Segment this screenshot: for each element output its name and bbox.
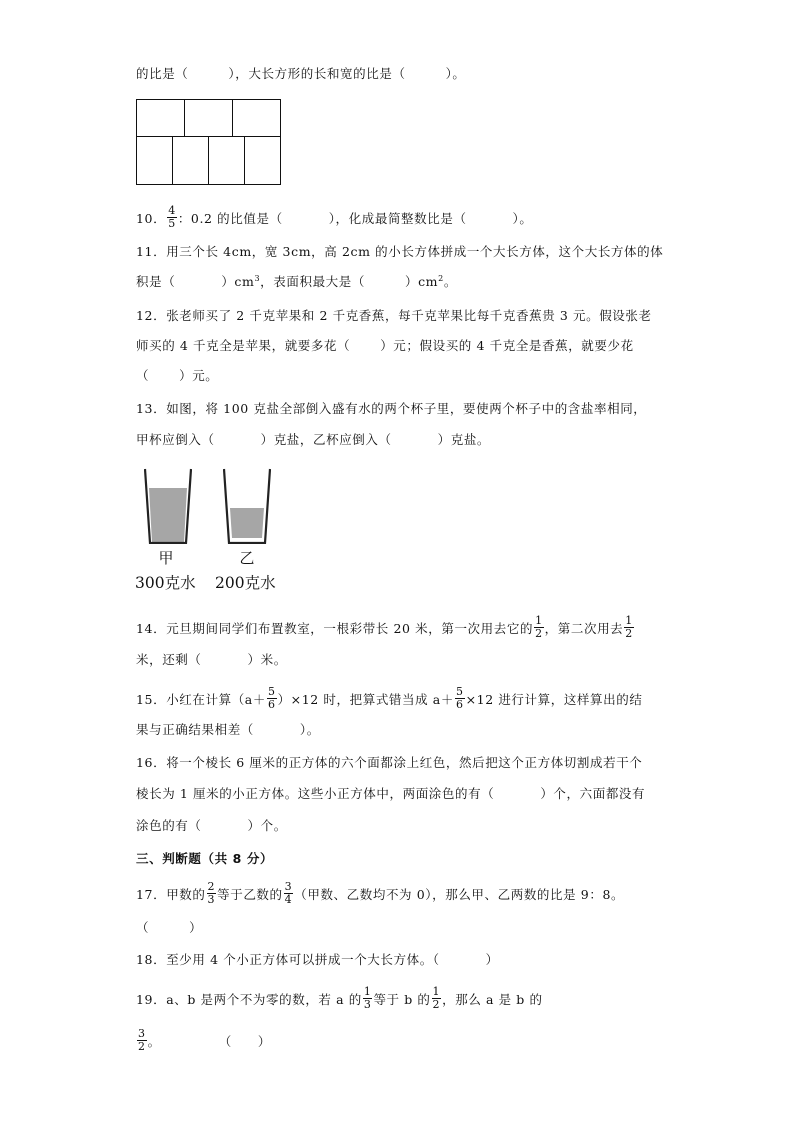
numerator: 1 <box>535 614 543 627</box>
cup-caption-yi: 200克水 <box>215 574 276 592</box>
fraction <box>284 881 294 906</box>
q15-text: ）×12 时，把算式错当成 a＋ <box>277 692 454 707</box>
denominator: 2 <box>432 998 441 1011</box>
q14-text: ，第二次用去 <box>544 621 624 636</box>
q9-tail <box>136 66 466 82</box>
denominator: 5 <box>168 217 176 230</box>
denominator: 3 <box>207 893 216 906</box>
grid-divider <box>184 100 185 136</box>
q10-text-c: ）。 <box>512 211 533 226</box>
q19-text: （ <box>218 1034 232 1049</box>
q12-text: ）元；假设买的 4 千克全是香蕉，就要少花 <box>380 338 634 353</box>
q13-text: ）克盐，乙杯应倒入（ <box>260 432 392 447</box>
q17-text: ） <box>189 920 203 935</box>
denominator: 2 <box>138 1040 146 1053</box>
numerator: 2 <box>207 880 216 893</box>
q17-text: （ <box>136 920 150 935</box>
numerator: 3 <box>138 1027 146 1040</box>
q19-text: 。 <box>147 1034 161 1049</box>
question-16-line-3 <box>136 818 287 834</box>
question-16-line-2 <box>136 786 645 802</box>
question-17-line-1 <box>136 880 625 908</box>
q15-text: 果与正确结果相差（ <box>136 722 254 737</box>
numerator: 5 <box>267 685 276 698</box>
q12-text: 师买的 4 千克全是苹果，就要多花（ <box>136 338 351 353</box>
water-fill <box>230 508 264 538</box>
question-12-line-1: 12．张老师买了 2 千克苹果和 2 千克香蕉，每千克苹果比每千克香蕉贵 3 元。假设张老 <box>136 308 652 323</box>
q18-text: 18．至少用 4 个小正方体可以拼成一个大长方体。（ <box>136 952 440 967</box>
cup-yi <box>223 468 271 544</box>
denominator: 2 <box>625 627 633 640</box>
numerator: 5 <box>455 685 464 698</box>
question-13-line-1: 13．如图，将 100 克盐全部倒入盛有水的两个杯子里，要使两个杯子中的含盐率相同， <box>136 401 647 416</box>
q18-text: ） <box>485 952 499 967</box>
q11-text: 积是（ <box>136 274 176 289</box>
q15-text: 15．小红在计算（a＋ <box>136 692 266 707</box>
section-heading-judgement: 三、判断题（共 8 分） <box>136 851 274 866</box>
rectangle-grid-figure <box>136 99 281 185</box>
q16-text: 涂色的有（ <box>136 818 202 833</box>
q15-text: ×12 进行计算，这样算出的结 <box>465 692 643 707</box>
numerator: 4 <box>168 204 176 217</box>
numerator: 1 <box>625 614 633 627</box>
question-15-line-2 <box>136 722 320 738</box>
q11-text: 。 <box>443 274 457 289</box>
q17-text: （甲数、乙数均不为 0），那么甲、乙两数的比是 9：8。 <box>294 887 625 902</box>
q11-text: ）cm <box>404 274 439 289</box>
q14-text: 14．元旦期间同学们布置教室，一根彩带长 20 米，第一次用去它的 <box>136 621 534 636</box>
fraction <box>167 205 177 230</box>
denominator: 6 <box>267 698 276 711</box>
q14-text: 米，还剩（ <box>136 652 202 667</box>
q19-text: 等于 b 的 <box>373 992 431 1007</box>
q12-text: （ <box>136 368 150 383</box>
denominator: 4 <box>284 893 293 906</box>
superscript: 3 <box>254 273 261 283</box>
q11-text: ，表面积最大是（ <box>260 274 365 289</box>
q11-text: ）cm <box>221 274 255 289</box>
q9-text-a: 的比是（ <box>136 66 189 81</box>
question-15-line-1 <box>136 685 643 713</box>
question-17-line-2 <box>136 920 202 936</box>
question-14-line-1 <box>136 614 635 642</box>
grid-divider <box>244 136 245 184</box>
q10-text-a: ：0.2 的比值是（ <box>177 211 283 226</box>
question-16-line-1: 16．将一个棱长 6 厘米的正方体的六个面都涂上红色，然后把这个正方体切割成若干个 <box>136 755 643 770</box>
q17-text: 等于乙数的 <box>217 887 283 902</box>
fraction <box>432 986 442 1011</box>
question-13-line-2 <box>136 432 490 448</box>
q19-text: ，那么 a 是 b 的 <box>442 992 543 1007</box>
q13-text: 甲杯应倒入（ <box>136 432 215 447</box>
fraction <box>363 986 373 1011</box>
denominator: 6 <box>455 698 464 711</box>
q17-text: 17．甲数的 <box>136 887 206 902</box>
fraction <box>267 686 277 711</box>
q12-text: ）元。 <box>179 368 219 383</box>
superscript: 2 <box>438 273 444 283</box>
fraction <box>455 686 465 711</box>
fraction <box>624 615 634 640</box>
q16-text: ）个，六面都没有 <box>540 786 646 801</box>
question-11-line-2 <box>136 274 457 290</box>
q14-text: ）米。 <box>247 652 287 667</box>
cup-label-jia: 甲 <box>158 549 174 567</box>
denominator: 2 <box>535 627 543 640</box>
question-19-line-1 <box>136 985 543 1013</box>
water-fill <box>149 488 187 542</box>
grid-divider <box>208 136 209 184</box>
q13-text: ）克盐。 <box>437 432 491 447</box>
q10-number: 10． <box>136 211 167 226</box>
cup-label-yi: 乙 <box>239 549 255 567</box>
q19-text: ） <box>257 1034 271 1049</box>
q9-text-c: ）。 <box>445 66 466 81</box>
q10-text-b: ），化成最简整数比是（ <box>328 211 467 226</box>
fraction <box>137 1028 147 1053</box>
question-14-line-2 <box>136 652 287 668</box>
question-12-line-3 <box>136 368 218 384</box>
q19-text: 19．a、b 是两个不为零的数，若 a 的 <box>136 992 362 1007</box>
fraction <box>207 881 217 906</box>
denominator: 3 <box>363 998 372 1011</box>
numerator: 1 <box>363 985 372 998</box>
q16-text: 棱长为 1 厘米的小正方体。这些小正方体中，两面涂色的有（ <box>136 786 495 801</box>
question-12-line-2 <box>136 338 634 354</box>
grid-divider <box>172 136 173 184</box>
q16-text: ）个。 <box>247 818 287 833</box>
numerator: 1 <box>432 985 441 998</box>
question-11-line-1: 11．用三个长 4cm，宽 3cm，高 2cm 的小长方体拼成一个大长方体，这个大长方体的体 <box>136 244 664 259</box>
question-19-line-2 <box>136 1027 271 1055</box>
cup-caption-jia: 300克水 <box>135 574 196 592</box>
question-18 <box>136 952 499 968</box>
cup-jia <box>144 468 192 544</box>
numerator: 3 <box>284 880 293 893</box>
fraction <box>534 615 544 640</box>
q15-text: ）。 <box>299 722 320 737</box>
question-10 <box>136 204 533 232</box>
grid-divider <box>232 100 233 136</box>
q9-text-b: ），大长方形的长和宽的比是（ <box>228 66 406 81</box>
